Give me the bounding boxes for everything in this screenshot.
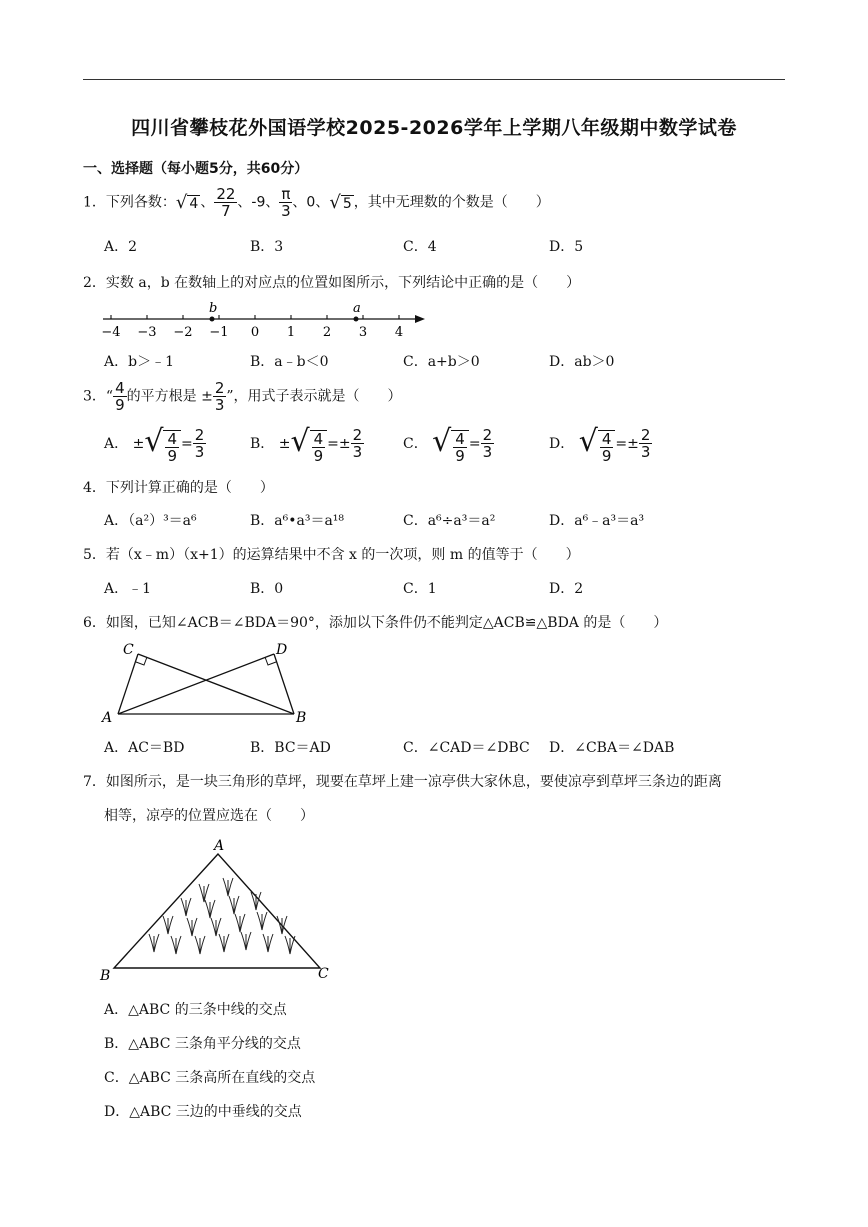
sqrt-4: √ 4 xyxy=(175,192,199,213)
grass-icon xyxy=(205,900,215,918)
question-7-stem-line1: 7．如图所示，是一块三角形的草坪，现要在草坪上建一凉亭供大家休息，要使凉亭到草坪三条边的距离 xyxy=(83,774,722,790)
grass-icon xyxy=(211,918,221,936)
q3-option-a[interactable]: A． ±√ $\frac{4}{9}$ = $\frac{2}{3}$ xyxy=(104,424,205,465)
grass-icon xyxy=(241,932,251,950)
grass-icon xyxy=(163,916,173,934)
segment-ac xyxy=(118,654,138,714)
label-d: D xyxy=(276,642,288,658)
label-c: C xyxy=(123,642,134,658)
grass-icon xyxy=(171,936,181,954)
q4-option-d[interactable]: D．a⁶﹣a³＝a³ xyxy=(549,513,645,529)
frac-2-3: $\frac{2}{3}$ xyxy=(214,379,225,414)
label-a: a xyxy=(353,301,361,316)
axis-tick-label: −1 xyxy=(209,325,229,340)
q4-option-a[interactable]: A．（a²）³＝a⁶ xyxy=(104,513,197,529)
q3-option-d[interactable]: D． √ $\frac{4}{9}$ =± $\frac{2}{3}$ xyxy=(549,424,651,465)
grass-icon xyxy=(263,934,273,952)
q1-option-c[interactable]: C．4 xyxy=(403,239,437,255)
axis-tick-label: 1 xyxy=(286,325,296,340)
grass-icon xyxy=(219,934,229,952)
question-3-stem: 3．“ $\frac{4}{9}$ 的平方根是 ± $\frac{2}{3}$ ”，用式子表示就是（ ） xyxy=(83,379,402,414)
label-c: C xyxy=(318,966,329,982)
q6-figure xyxy=(98,638,318,728)
q1-option-d[interactable]: D．5 xyxy=(549,239,584,255)
label-a: A xyxy=(214,838,225,854)
q1-option-a[interactable]: A．2 xyxy=(104,239,138,255)
grass-icon xyxy=(195,936,205,954)
grass-icon xyxy=(257,912,267,930)
axis-tick-label: −3 xyxy=(137,325,157,340)
page-title: 四川省攀枝花外国语学校2025-2026学年上学期八年级期中数学试卷 xyxy=(131,117,737,139)
q6-option-c[interactable]: C．∠CAD＝∠DBC xyxy=(403,740,530,756)
q6-option-d[interactable]: D．∠CBA＝∠DAB xyxy=(549,740,675,756)
q1-prefix: 1．下列各数： xyxy=(83,194,176,211)
sqrt-5: √ 5 xyxy=(329,192,352,213)
right-angle-d-icon xyxy=(265,657,276,665)
header-rule xyxy=(83,79,785,80)
q1-option-b[interactable]: B．3 xyxy=(250,239,284,255)
grass-icon xyxy=(277,916,287,934)
section-heading: 一、选择题（每小题5分，共60分） xyxy=(83,161,309,177)
q2-option-c[interactable]: C．a+b＞0 xyxy=(403,354,480,370)
frac-4-9: $\frac{4}{9}$ xyxy=(115,379,125,414)
grass-icon xyxy=(235,914,245,932)
q5-option-b[interactable]: B．0 xyxy=(250,581,284,597)
q2-option-a[interactable]: A．b＞﹣1 xyxy=(104,354,174,370)
question-7-stem-line2: 相等，凉亭的位置应选在（ ） xyxy=(104,808,314,824)
segment-ad xyxy=(118,654,274,714)
grass-icon xyxy=(149,934,159,952)
q2-option-b[interactable]: B．a﹣b＜0 xyxy=(250,354,329,370)
axis-tick-label: 4 xyxy=(394,325,404,340)
label-a: A xyxy=(102,710,113,726)
q5-option-c[interactable]: C．1 xyxy=(403,581,437,597)
q6-option-b[interactable]: B．BC＝AD xyxy=(250,740,331,756)
label-b: B xyxy=(296,710,307,726)
q1-zero: 、0、 xyxy=(292,194,330,211)
frac-22-7: $\frac{22}{7}$ xyxy=(216,185,236,220)
q6-option-a[interactable]: A．AC＝BD xyxy=(104,740,185,756)
label-b: b xyxy=(209,301,218,316)
q4-option-c[interactable]: C．a⁶÷a³＝a² xyxy=(403,513,496,529)
grass-icon xyxy=(229,896,239,914)
axis-tick-label: 2 xyxy=(322,325,332,340)
q5-option-a[interactable]: A．﹣1 xyxy=(104,581,152,597)
q7-option-d[interactable]: D．△ABC 三边的中垂线的交点 xyxy=(104,1104,302,1120)
question-4-stem: 4．下列计算正确的是（ ） xyxy=(83,480,274,496)
frac-pi-3: $\frac{\pi}{3}$ xyxy=(281,185,291,220)
segment-cb xyxy=(138,654,294,714)
q7-option-b[interactable]: B．△ABC 三条角平分线的交点 xyxy=(104,1036,301,1052)
q3-option-c[interactable]: C． √ $\frac{4}{9}$ = $\frac{2}{3}$ xyxy=(403,424,493,465)
q2-option-d[interactable]: D．ab＞0 xyxy=(549,354,615,370)
grass-icon xyxy=(181,898,191,916)
number-line-figure xyxy=(95,298,430,342)
question-6-stem: 6．如图，已知∠ACB＝∠BDA＝90°，添加以下条件仍不能判定△ACB≌△BDA 的是（ ） xyxy=(83,615,668,631)
grass-icon xyxy=(199,884,209,902)
axis-tick-label: −2 xyxy=(173,325,193,340)
arrow-right-icon xyxy=(415,315,425,323)
q3-option-b[interactable]: B． ±√ $\frac{4}{9}$ =± $\frac{2}{3}$ xyxy=(250,424,363,465)
q7-option-a[interactable]: A．△ABC 的三条中线的交点 xyxy=(104,1002,287,1018)
segment-db xyxy=(274,654,294,714)
q5-option-d[interactable]: D．2 xyxy=(549,581,584,597)
q4-option-b[interactable]: B．a⁶•a³＝a¹⁸ xyxy=(250,513,345,529)
point-a xyxy=(354,317,359,322)
grass-icon xyxy=(223,878,233,896)
axis-tick-label: 3 xyxy=(358,325,368,340)
label-b: B xyxy=(100,968,111,984)
q1-suffix: ，其中无理数的个数是（ ） xyxy=(353,194,550,211)
axis-tick-label: −4 xyxy=(101,325,121,340)
right-angle-c-icon xyxy=(136,657,147,665)
q7-option-c[interactable]: C．△ABC 三条高所在直线的交点 xyxy=(104,1070,316,1086)
q7-lawn-figure xyxy=(96,836,336,984)
question-1-stem: 1．下列各数：√ 4 、 $\frac{22}{7}$ 、-9、 $\frac{\pi}{3}$ 、0、√ 5 ，其中无理数的个数是（ ） xyxy=(83,185,550,220)
question-2-stem: 2．实数 a，b 在数轴上的对应点的位置如图所示，下列结论中正确的是（ ） xyxy=(83,275,581,291)
axis-tick-label: 0 xyxy=(250,325,260,340)
q1-neg9: 、-9、 xyxy=(237,194,280,211)
grass-icon xyxy=(187,918,197,936)
point-b xyxy=(210,317,215,322)
question-5-stem: 5．若（x﹣m）（x+1）的运算结果中不含 x 的一次项，则 m 的值等于（ ） xyxy=(83,547,580,563)
